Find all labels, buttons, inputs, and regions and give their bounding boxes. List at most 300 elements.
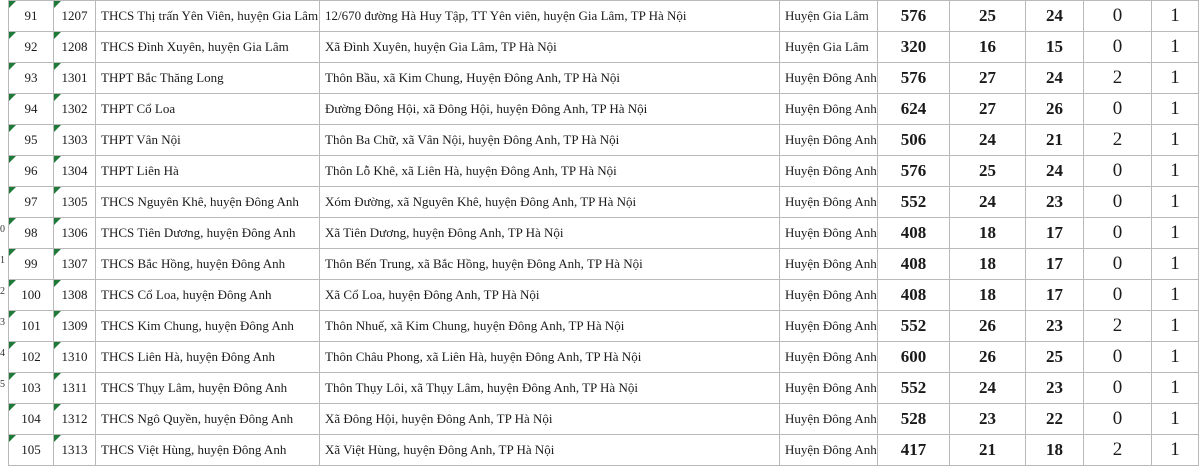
cell-district-text: Huyện Đông Anh: [785, 70, 877, 85]
cell-school-name[interactable]: [96, 1, 320, 32]
cell-code[interactable]: [54, 311, 96, 342]
cell-district[interactable]: [780, 435, 878, 466]
cell-col-4-text: 1: [1170, 284, 1180, 305]
cell-col-2[interactable]: [1026, 156, 1084, 187]
cell-col-1-text: 18: [979, 254, 996, 273]
cell-total[interactable]: [878, 249, 950, 280]
cell-address[interactable]: [320, 342, 780, 373]
cell-address-text: Xã Tiên Dương, huyện Đông Anh, TP Hà Nội: [325, 225, 564, 240]
comment-indicator-icon: [54, 156, 61, 163]
cell-col-4[interactable]: [1152, 1, 1199, 32]
comment-indicator-icon: [9, 125, 16, 132]
cell-code[interactable]: [54, 435, 96, 466]
cell-total-text: 552: [900, 378, 927, 397]
cell-stt[interactable]: [9, 125, 54, 156]
cell-district-text: Huyện Đông Anh: [785, 132, 877, 147]
cell-school-name-text: THPT Liên Hà: [101, 163, 179, 178]
cell-col-2[interactable]: [1026, 94, 1084, 125]
cell-total[interactable]: [878, 342, 950, 373]
cell-school-name-text: THPT Cổ Loa: [101, 101, 176, 116]
cell-school-name[interactable]: [96, 373, 320, 404]
cell-col-1[interactable]: [950, 125, 1026, 156]
comment-indicator-icon: [54, 1, 61, 8]
comment-indicator-icon: [54, 280, 61, 287]
cell-col-3-text: 0: [1112, 5, 1123, 26]
comment-indicator-icon: [9, 187, 16, 194]
cell-col-2[interactable]: [1026, 218, 1084, 249]
cell-col-3-text: 0: [1112, 160, 1123, 181]
cell-col-4-text: 1: [1170, 36, 1180, 57]
cell-code-text: 1303: [61, 132, 88, 147]
cell-col-2[interactable]: [1026, 187, 1084, 218]
cell-school-name[interactable]: [96, 249, 320, 280]
cell-school-name[interactable]: [96, 342, 320, 373]
table-row: [9, 435, 1199, 466]
cell-col-3[interactable]: [1084, 218, 1152, 249]
cell-col-4-text: 1: [1170, 439, 1180, 460]
cell-col-1-text: 24: [979, 378, 996, 397]
row-header-number[interactable]: 0: [0, 224, 5, 235]
cell-address[interactable]: [320, 63, 780, 94]
comment-indicator-icon: [54, 435, 61, 442]
cell-code[interactable]: [54, 373, 96, 404]
cell-code[interactable]: [54, 125, 96, 156]
cell-school-name-text: THCS Nguyên Khê, huyện Đông Anh: [101, 194, 299, 209]
cell-school-name-text: THCS Thị trấn Yên Viên, huyện Gia Lâm: [101, 8, 319, 23]
cell-stt[interactable]: [9, 63, 54, 94]
cell-col-4-text: 1: [1170, 5, 1180, 26]
cell-address[interactable]: [320, 156, 780, 187]
cell-address-text: Đường Đông Hội, xã Đông Hội, huyện Đông Anh, TP Hà Nội: [325, 101, 648, 116]
comment-indicator-icon: [9, 342, 16, 349]
cell-col-2[interactable]: [1026, 32, 1084, 63]
cell-col-1[interactable]: [950, 435, 1026, 466]
cell-col-3[interactable]: [1084, 187, 1152, 218]
cell-col-1[interactable]: [950, 373, 1026, 404]
cell-district[interactable]: [780, 1, 878, 32]
cell-col-3-text: 2: [1112, 129, 1123, 150]
cell-district-text: Huyện Đông Anh: [785, 256, 877, 271]
cell-district[interactable]: [780, 280, 878, 311]
cell-stt[interactable]: [9, 249, 54, 280]
cell-col-3-text: 0: [1112, 253, 1123, 274]
cell-col-4-text: 1: [1170, 346, 1180, 367]
cell-district[interactable]: [780, 342, 878, 373]
cell-code[interactable]: [54, 63, 96, 94]
cell-stt-text: 103: [21, 380, 41, 395]
cell-total[interactable]: [878, 63, 950, 94]
cell-stt[interactable]: [9, 280, 54, 311]
comment-indicator-icon: [54, 342, 61, 349]
cell-school-name-text: THCS Thụy Lâm, huyện Đông Anh: [101, 380, 288, 395]
table-row: [9, 311, 1199, 342]
cell-school-name[interactable]: [96, 280, 320, 311]
cell-col-3-text: 2: [1112, 315, 1123, 336]
cell-stt-text: 91: [24, 8, 38, 23]
cell-district-text: Huyện Đông Anh: [785, 225, 877, 240]
cell-col-4[interactable]: [1152, 404, 1199, 435]
cell-district[interactable]: [780, 311, 878, 342]
cell-col-2[interactable]: [1026, 63, 1084, 94]
cell-col-1-text: 24: [979, 130, 996, 149]
cell-total[interactable]: [878, 1, 950, 32]
cell-district-text: Huyện Gia Lâm: [785, 39, 869, 54]
cell-total[interactable]: [878, 311, 950, 342]
cell-col-2[interactable]: [1026, 249, 1084, 280]
cell-district[interactable]: [780, 63, 878, 94]
comment-indicator-icon: [54, 311, 61, 318]
cell-col-3[interactable]: [1084, 404, 1152, 435]
cell-school-name[interactable]: [96, 156, 320, 187]
cell-total[interactable]: [878, 435, 950, 466]
cell-stt[interactable]: [9, 218, 54, 249]
cell-school-name-text: THPT Vân Nội: [101, 132, 181, 147]
cell-address[interactable]: [320, 435, 780, 466]
cell-address-text: Thôn Thụy Lôi, xã Thụy Lâm, huyện Đông Anh, TP Hà Nội: [325, 380, 638, 395]
cell-school-name[interactable]: [96, 435, 320, 466]
cell-code-text: 1312: [61, 411, 88, 426]
cell-col-4[interactable]: [1152, 342, 1199, 373]
cell-col-3[interactable]: [1084, 156, 1152, 187]
table-row: [9, 156, 1199, 187]
cell-col-3-text: 0: [1112, 346, 1123, 367]
cell-address-text: Xã Cổ Loa, huyện Đông Anh, TP Hà Nội: [325, 287, 540, 302]
cell-col-3[interactable]: [1084, 280, 1152, 311]
comment-indicator-icon: [9, 435, 16, 442]
row-header-number[interactable]: 4: [0, 348, 5, 359]
cell-code-text: 1208: [61, 39, 88, 54]
cell-stt-text: 101: [21, 318, 41, 333]
cell-total-text: 506: [900, 130, 927, 149]
cell-district[interactable]: [780, 404, 878, 435]
cell-address[interactable]: [320, 404, 780, 435]
cell-total-text: 528: [900, 409, 927, 428]
comment-indicator-icon: [54, 63, 61, 70]
cell-stt[interactable]: [9, 1, 54, 32]
cell-school-name[interactable]: [96, 32, 320, 63]
cell-code[interactable]: [54, 32, 96, 63]
cell-col-4[interactable]: [1152, 218, 1199, 249]
cell-col-2-text: 17: [1046, 254, 1063, 273]
cell-col-2[interactable]: [1026, 373, 1084, 404]
cell-col-4[interactable]: [1152, 187, 1199, 218]
cell-col-3[interactable]: [1084, 1, 1152, 32]
cell-col-2[interactable]: [1026, 125, 1084, 156]
cell-col-3-text: 0: [1112, 98, 1123, 119]
cell-stt-text: 95: [24, 132, 38, 147]
cell-stt-text: 104: [21, 411, 41, 426]
cell-total[interactable]: [878, 32, 950, 63]
comment-indicator-icon: [54, 218, 61, 225]
cell-col-2-text: 17: [1046, 285, 1063, 304]
cell-stt-text: 92: [24, 39, 38, 54]
cell-total[interactable]: [878, 94, 950, 125]
cell-address-text: 12/670 đường Hà Huy Tập, TT Yên viên, huyện Gia Lâm, TP Hà Nội: [325, 8, 687, 23]
cell-col-1-text: 26: [979, 316, 996, 335]
cell-col-4[interactable]: [1152, 156, 1199, 187]
cell-stt[interactable]: [9, 373, 54, 404]
cell-col-3-text: 0: [1112, 36, 1123, 57]
table-row: [9, 342, 1199, 373]
cell-district-text: Huyện Đông Anh: [785, 411, 877, 426]
cell-district-text: Huyện Đông Anh: [785, 349, 877, 364]
cell-school-name[interactable]: [96, 63, 320, 94]
cell-col-3[interactable]: [1084, 311, 1152, 342]
table-row: [9, 187, 1199, 218]
cell-col-2-text: 17: [1046, 223, 1063, 242]
cell-code-text: 1307: [61, 256, 88, 271]
cell-code[interactable]: [54, 156, 96, 187]
cell-col-4-text: 1: [1170, 408, 1180, 429]
cell-district[interactable]: [780, 94, 878, 125]
cell-col-1[interactable]: [950, 94, 1026, 125]
cell-col-2[interactable]: [1026, 311, 1084, 342]
table-row: [9, 125, 1199, 156]
cell-col-3[interactable]: [1084, 125, 1152, 156]
cell-col-1[interactable]: [950, 1, 1026, 32]
cell-school-name-text: THPT Bắc Thăng Long: [101, 70, 224, 85]
cell-col-2-text: 18: [1046, 440, 1063, 459]
cell-stt[interactable]: [9, 342, 54, 373]
table-row: [9, 32, 1199, 63]
cell-total[interactable]: [878, 280, 950, 311]
cell-col-3[interactable]: [1084, 94, 1152, 125]
cell-stt-text: 93: [24, 70, 38, 85]
cell-school-name[interactable]: [96, 187, 320, 218]
cell-school-name-text: THCS Ngô Quyền, huyện Đông Anh: [101, 411, 294, 426]
cell-col-2-text: 24: [1046, 161, 1063, 180]
cell-address[interactable]: [320, 187, 780, 218]
cell-school-name[interactable]: [96, 404, 320, 435]
cell-col-1[interactable]: [950, 280, 1026, 311]
table-row: [9, 373, 1199, 404]
cell-col-1[interactable]: [950, 404, 1026, 435]
cell-district[interactable]: [780, 32, 878, 63]
cell-code[interactable]: [54, 1, 96, 32]
cell-col-4-text: 1: [1170, 67, 1180, 88]
cell-total-text: 624: [900, 99, 927, 118]
cell-address-text: Xã Đình Xuyên, huyện Gia Lâm, TP Hà Nội: [325, 39, 557, 54]
cell-address[interactable]: [320, 280, 780, 311]
cell-stt[interactable]: [9, 311, 54, 342]
cell-col-1[interactable]: [950, 218, 1026, 249]
comment-indicator-icon: [9, 94, 16, 101]
row-header-number[interactable]: 3: [0, 317, 5, 328]
cell-col-4[interactable]: [1152, 373, 1199, 404]
cell-col-2-text: 22: [1046, 409, 1063, 428]
cell-stt[interactable]: [9, 32, 54, 63]
cell-total[interactable]: [878, 404, 950, 435]
cell-col-4[interactable]: [1152, 435, 1199, 466]
cell-col-4[interactable]: [1152, 63, 1199, 94]
cell-district-text: Huyện Gia Lâm: [785, 8, 869, 23]
cell-district[interactable]: [780, 156, 878, 187]
comment-indicator-icon: [9, 280, 16, 287]
cell-col-4-text: 1: [1170, 191, 1180, 212]
cell-address-text: Xã Đông Hội, huyện Đông Anh, TP Hà Nội: [325, 411, 553, 426]
cell-col-4[interactable]: [1152, 94, 1199, 125]
cell-total[interactable]: [878, 187, 950, 218]
cell-total-text: 552: [900, 316, 927, 335]
cell-col-1-text: 18: [979, 223, 996, 242]
cell-address-text: Thôn Lỗ Khê, xã Liên Hà, huyện Đông Anh, TP Hà Nội: [325, 163, 617, 178]
cell-stt[interactable]: [9, 187, 54, 218]
cell-col-2-text: 25: [1046, 347, 1063, 366]
cell-district-text: Huyện Đông Anh: [785, 101, 877, 116]
cell-school-name-text: THCS Kim Chung, huyện Đông Anh: [101, 318, 294, 333]
table-row: [9, 63, 1199, 94]
cell-col-4[interactable]: [1152, 311, 1199, 342]
cell-total[interactable]: [878, 218, 950, 249]
cell-col-1[interactable]: [950, 156, 1026, 187]
cell-district[interactable]: [780, 187, 878, 218]
cell-col-3[interactable]: [1084, 249, 1152, 280]
cell-col-4-text: 1: [1170, 222, 1180, 243]
cell-col-2-text: 23: [1046, 192, 1063, 211]
cell-code[interactable]: [54, 249, 96, 280]
cell-col-1[interactable]: [950, 311, 1026, 342]
comment-indicator-icon: [54, 404, 61, 411]
cell-school-name-text: THCS Liên Hà, huyện Đông Anh: [101, 349, 276, 364]
cell-code-text: 1207: [61, 8, 88, 23]
cell-school-name[interactable]: [96, 311, 320, 342]
cell-col-4-text: 1: [1170, 315, 1180, 336]
comment-indicator-icon: [54, 94, 61, 101]
cell-code[interactable]: [54, 342, 96, 373]
comment-indicator-icon: [9, 156, 16, 163]
cell-stt-text: 98: [24, 225, 38, 240]
cell-address-text: Thôn Ba Chữ, xã Vân Nội, huyện Đông Anh, TP Hà Nội: [325, 132, 620, 147]
comment-indicator-icon: [9, 32, 16, 39]
row-header-number[interactable]: 5: [0, 379, 5, 390]
cell-code[interactable]: [54, 280, 96, 311]
cell-col-3[interactable]: [1084, 342, 1152, 373]
cell-col-1-text: 16: [979, 37, 996, 56]
cell-col-1-text: 24: [979, 192, 996, 211]
cell-col-3[interactable]: [1084, 373, 1152, 404]
cell-col-1[interactable]: [950, 187, 1026, 218]
cell-address[interactable]: [320, 373, 780, 404]
cell-col-1-text: 23: [979, 409, 996, 428]
comment-indicator-icon: [9, 218, 16, 225]
cell-col-3-text: 2: [1112, 439, 1123, 460]
cell-col-2[interactable]: [1026, 1, 1084, 32]
cell-col-2-text: 21: [1046, 130, 1063, 149]
cell-col-4[interactable]: [1152, 32, 1199, 63]
cell-col-1-text: 25: [979, 161, 996, 180]
cell-stt[interactable]: [9, 156, 54, 187]
cell-address[interactable]: [320, 311, 780, 342]
cell-district[interactable]: [780, 125, 878, 156]
cell-code[interactable]: [54, 218, 96, 249]
cell-col-3[interactable]: [1084, 435, 1152, 466]
row-header-number[interactable]: 1: [0, 255, 5, 266]
cell-col-1[interactable]: [950, 342, 1026, 373]
cell-col-2-text: 23: [1046, 316, 1063, 335]
cell-col-3[interactable]: [1084, 63, 1152, 94]
cell-address[interactable]: [320, 1, 780, 32]
cell-col-3-text: 0: [1112, 191, 1123, 212]
cell-school-name[interactable]: [96, 125, 320, 156]
cell-stt[interactable]: [9, 435, 54, 466]
cell-district[interactable]: [780, 373, 878, 404]
row-header-number[interactable]: 2: [0, 286, 5, 297]
comment-indicator-icon: [54, 125, 61, 132]
cell-col-1-text: 25: [979, 6, 996, 25]
table-row: [9, 218, 1199, 249]
cell-col-1[interactable]: [950, 249, 1026, 280]
cell-code[interactable]: [54, 187, 96, 218]
cell-col-2-text: 24: [1046, 6, 1063, 25]
cell-stt-text: 102: [21, 349, 41, 364]
cell-total[interactable]: [878, 373, 950, 404]
cell-col-3[interactable]: [1084, 32, 1152, 63]
cell-stt[interactable]: [9, 94, 54, 125]
cell-address[interactable]: [320, 249, 780, 280]
cell-address-text: Thôn Châu Phong, xã Liên Hà, huyện Đông Anh, TP Hà Nội: [325, 349, 642, 364]
row-header-strip: [0, 0, 8, 445]
comment-indicator-icon: [54, 373, 61, 380]
cell-school-name[interactable]: [96, 94, 320, 125]
cell-district[interactable]: [780, 218, 878, 249]
cell-district-text: Huyện Đông Anh: [785, 318, 877, 333]
cell-col-4[interactable]: [1152, 125, 1199, 156]
cell-col-4[interactable]: [1152, 280, 1199, 311]
cell-district-text: Huyện Đông Anh: [785, 380, 877, 395]
comment-indicator-icon: [54, 249, 61, 256]
cell-address-text: Thôn Bầu, xã Kim Chung, Huyện Đông Anh, TP Hà Nội: [325, 70, 621, 85]
comment-indicator-icon: [54, 187, 61, 194]
cell-col-1-text: 18: [979, 285, 996, 304]
cell-total[interactable]: [878, 125, 950, 156]
cell-address[interactable]: [320, 125, 780, 156]
cell-address[interactable]: [320, 32, 780, 63]
cell-total-text: 408: [900, 254, 927, 273]
cell-col-2-text: 24: [1046, 68, 1063, 87]
comment-indicator-icon: [9, 404, 16, 411]
cell-col-4[interactable]: [1152, 249, 1199, 280]
cell-district-text: Huyện Đông Anh: [785, 442, 877, 457]
cell-stt[interactable]: [9, 404, 54, 435]
cell-code-text: 1301: [61, 70, 88, 85]
cell-code[interactable]: [54, 94, 96, 125]
cell-code-text: 1302: [61, 101, 88, 116]
cell-code-text: 1309: [61, 318, 88, 333]
cell-code-text: 1304: [61, 163, 88, 178]
cell-address-text: Xã Việt Hùng, huyện Đông Anh, TP Hà Nội: [325, 442, 555, 457]
cell-district[interactable]: [780, 249, 878, 280]
comment-indicator-icon: [9, 63, 16, 70]
cell-col-2[interactable]: [1026, 280, 1084, 311]
cell-code[interactable]: [54, 404, 96, 435]
comment-indicator-icon: [9, 311, 16, 318]
cell-col-3-text: 0: [1112, 284, 1123, 305]
cell-col-2[interactable]: [1026, 435, 1084, 466]
cell-col-2[interactable]: [1026, 404, 1084, 435]
cell-address[interactable]: [320, 94, 780, 125]
cell-school-name[interactable]: [96, 218, 320, 249]
cell-col-3-text: 0: [1112, 222, 1123, 243]
cell-total-text: 576: [900, 68, 927, 87]
cell-total[interactable]: [878, 156, 950, 187]
cell-address[interactable]: [320, 218, 780, 249]
table-row: [9, 94, 1199, 125]
cell-col-1[interactable]: [950, 63, 1026, 94]
cell-col-2[interactable]: [1026, 342, 1084, 373]
cell-col-2-text: 26: [1046, 99, 1063, 118]
table-row: [9, 280, 1199, 311]
cell-col-1[interactable]: [950, 32, 1026, 63]
